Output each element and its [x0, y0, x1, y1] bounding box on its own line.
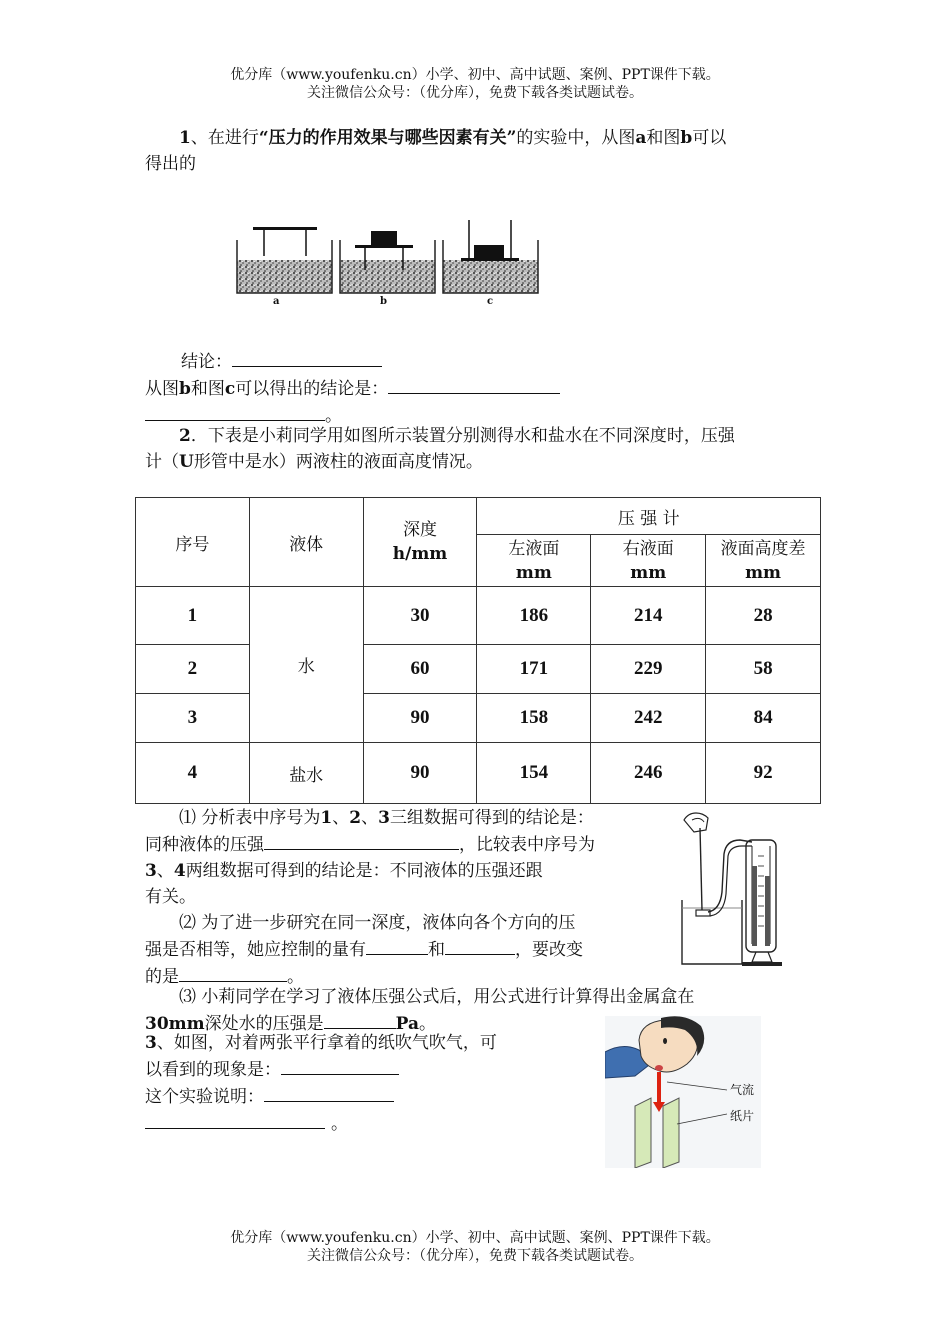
liquid-brine: 盐水: [249, 743, 363, 804]
answer-blank-11[interactable]: [145, 1110, 325, 1129]
container-c: [443, 220, 538, 293]
footer-line-2: 关注微信公众号：（优分库），免费下载各类试题试卷。: [307, 1248, 643, 1264]
answer-blank-9[interactable]: [281, 1056, 399, 1075]
answer-blank-5[interactable]: [366, 936, 428, 955]
pressure-sand-figure: [233, 212, 545, 312]
q2-sub3: ⑶ 小莉同学在学习了液体压强公式后，用公式进行计算得出金属盒在 30mm深处水的压强是 Pa。: [145, 987, 695, 1034]
header-gauge: 压 强 计: [477, 498, 821, 535]
table-row: 2 60 171 229 58: [136, 645, 821, 694]
header-index: 序号: [136, 498, 250, 587]
header-line-2: 关注微信公众号：（优分库），免费下载各类试题试卷。: [307, 85, 643, 101]
q2-number: 2: [179, 426, 191, 446]
answer-blank-3[interactable]: [145, 402, 325, 421]
q3-number: 3: [145, 1033, 157, 1053]
answer-blank-1[interactable]: [232, 348, 382, 367]
q1-stem: 1、在进行“压力的作用效果与哪些因素有关”的实验中，从图a和图b可以 得出的: [145, 128, 727, 174]
container-b: [340, 231, 435, 293]
header-line-1: 优分库（www.youfenku.cn）小学、初中、高中试题、案例、PPT课件下载。: [230, 67, 720, 83]
data-table: [135, 497, 821, 804]
header-left-level: 左液面 mm: [477, 535, 591, 587]
answer-blank-8[interactable]: [324, 1010, 396, 1029]
figure-label-b: b: [380, 296, 387, 307]
q2-stem: 2．下表是小莉同学用如图所示装置分别测得水和盐水在不同深度时，压强 计（U形管中是水）两液柱的液面高度情况。: [145, 426, 735, 472]
answer-blank-4[interactable]: [264, 831, 459, 850]
footer-line-1: 优分库（www.youfenku.cn）小学、初中、高中试题、案例、PPT课件下载。: [230, 1230, 720, 1246]
q1-conclusions: 结论： 从图b和图c可以得出的结论是： 。: [145, 348, 810, 429]
table-row: 3 90 158 242 84: [136, 694, 821, 743]
q1-number: 1: [179, 128, 191, 148]
liquid-water: 水: [249, 587, 363, 743]
pressure-gauge-figure: [664, 806, 794, 970]
label-airflow: 气流: [730, 1083, 755, 1097]
answer-blank-10[interactable]: [264, 1083, 394, 1102]
figure-label-c: c: [487, 296, 494, 307]
header-depth: 深度 h/mm: [363, 498, 477, 587]
label-paper: 纸片: [730, 1109, 755, 1123]
figure-label-a: a: [273, 296, 280, 307]
container-a: [237, 227, 332, 293]
answer-blank-2[interactable]: [388, 375, 560, 394]
q2-subquestions: ⑴ 分析表中序号为1、2、3三组数据可得到的结论是： 同种液体的压强 ，比较表中序号为 3、4两组数据可得到的结论是：不同液体的压强还跟 有关。 ⑵ 为了进一步研究在同一深度，液体向各个方向的压 强是否相等，她应控制的量有 和 ，要改变 的是 。: [145, 808, 595, 987]
header-liquid: 液体: [249, 498, 363, 587]
answer-blank-6[interactable]: [445, 936, 515, 955]
header-right-level: 右液面 mm: [591, 535, 706, 587]
q3-stem: 3、如图，对着两张平行拿着的纸吹气吹气，可 以看到的现象是： 这个实验说明： 。: [145, 1033, 497, 1134]
table-row: 4 盐水 90 154 246 92: [136, 743, 821, 804]
answer-blank-7[interactable]: [179, 963, 287, 982]
header-level-diff: 液面高度差 mm: [706, 535, 821, 587]
table-row: 1 水 30 186 214 28: [136, 587, 821, 645]
conclusion-label: 结论：: [181, 352, 232, 372]
